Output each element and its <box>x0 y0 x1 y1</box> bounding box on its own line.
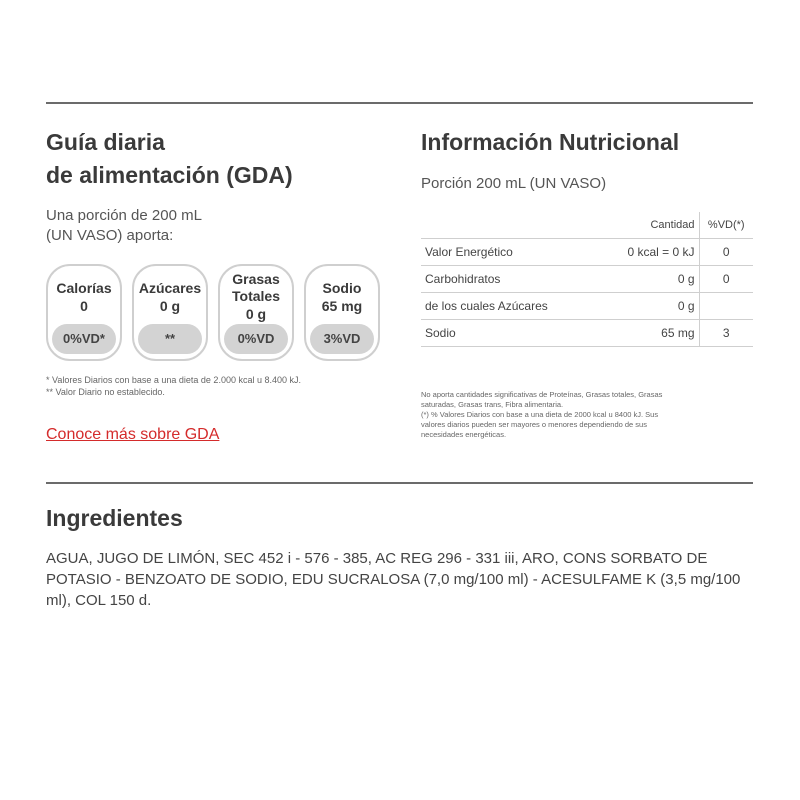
badge-azucares <box>132 264 208 361</box>
row-label: Valor Energético <box>421 239 575 266</box>
bottom-divider <box>46 482 753 484</box>
gda-title-line1: Guía diaria <box>46 129 165 155</box>
gda-learn-more-link[interactable]: Conoce más sobre GDA <box>46 426 220 443</box>
nutrition-footnotes <box>421 390 751 440</box>
badge-name: Calorías <box>56 280 112 296</box>
table-row <box>421 293 753 320</box>
badge-percent: 0%VD* <box>52 324 116 354</box>
badge-name-line2: Totales <box>232 288 280 304</box>
badge-name-line1: Grasas <box>232 271 280 287</box>
nutrition-footnote-line: necesidades energéticas. <box>421 430 507 439</box>
badge-percent: 3%VD <box>310 324 374 354</box>
ingredients-text: AGUA, JUGO DE LIMÓN, SEC 452 i - 576 - 385, AC REG 296 - 331 iii, ARO, CONS SORBATO DE POTASIO - BENZOATO DE SODIO, EDU SUCRALOSA (7,0 mg/100 ml) - ACESULFAME K (3,5 mg/100 ml), COL 150 d. <box>46 550 741 609</box>
nutrition-footnote-line: No aporta cantidades significativas de Proteínas, Grasas totales, Grasas <box>421 390 663 399</box>
ingredients-title: Ingredientes <box>46 505 183 531</box>
header-empty <box>421 212 575 239</box>
badge-name: Azúcares <box>138 280 202 296</box>
table-row <box>421 239 753 266</box>
gda-title <box>46 126 293 192</box>
row-vd: 3 <box>699 320 753 347</box>
header-vd: %VD(*) <box>699 212 753 239</box>
row-vd <box>699 293 753 320</box>
gda-footnote-2: ** Valor Diario no establecido. <box>46 387 165 397</box>
badge-sodio <box>304 264 380 361</box>
row-vd: 0 <box>699 266 753 293</box>
gda-subtitle-line2: (UN VASO) aporta: <box>46 227 174 244</box>
gda-title-line2: de alimentación (GDA) <box>46 162 293 188</box>
header-amount: Cantidad <box>575 212 699 239</box>
badge-value: 0 <box>80 298 88 314</box>
table-row <box>421 266 753 293</box>
row-label: de los cuales Azúcares <box>421 293 575 320</box>
table-header-row <box>421 212 753 239</box>
row-vd: 0 <box>699 239 753 266</box>
row-amount: 65 mg <box>575 320 699 347</box>
badge-value: 0 g <box>245 306 267 322</box>
badge-name: Sodio <box>322 280 362 296</box>
badge-value: 65 mg <box>321 298 363 314</box>
badge-grasas-totales <box>218 264 294 361</box>
nutrition-portion: Porción 200 mL (UN VASO) <box>421 175 607 192</box>
badge-percent: 0%VD <box>224 324 288 354</box>
gda-subtitle <box>46 206 202 246</box>
gda-badges <box>46 264 386 364</box>
row-label: Sodio <box>421 320 575 347</box>
nutrition-footnote-line: valores diarios pueden ser mayores o menores dependiendo de sus <box>421 420 647 429</box>
badge-value: 0 g <box>159 298 181 314</box>
top-divider <box>46 102 753 104</box>
row-amount: 0 g <box>575 266 699 293</box>
table-row <box>421 320 753 347</box>
row-amount: 0 kcal = 0 kJ <box>575 239 699 266</box>
badge-percent: ** <box>138 324 202 354</box>
nutrition-title: Información Nutricional <box>421 129 680 155</box>
nutrition-footnote-line: saturadas, Grasas trans, Fibra alimentaria. <box>421 400 564 409</box>
badge-calorias <box>46 264 122 361</box>
nutrition-table <box>421 212 753 347</box>
row-label: Carbohidratos <box>421 266 575 293</box>
gda-footnote-1: * Valores Diarios con base a una dieta de 2.000 kcal u 8.400 kJ. <box>46 375 301 385</box>
gda-subtitle-line1: Una porción de 200 mL <box>46 207 202 224</box>
row-amount: 0 g <box>575 293 699 320</box>
nutrition-footnote-line: (*) % Valores Diarios con base a una dieta de 2000 kcal u 8400 kJ. Sus <box>421 410 659 419</box>
gda-footnotes <box>46 374 301 398</box>
